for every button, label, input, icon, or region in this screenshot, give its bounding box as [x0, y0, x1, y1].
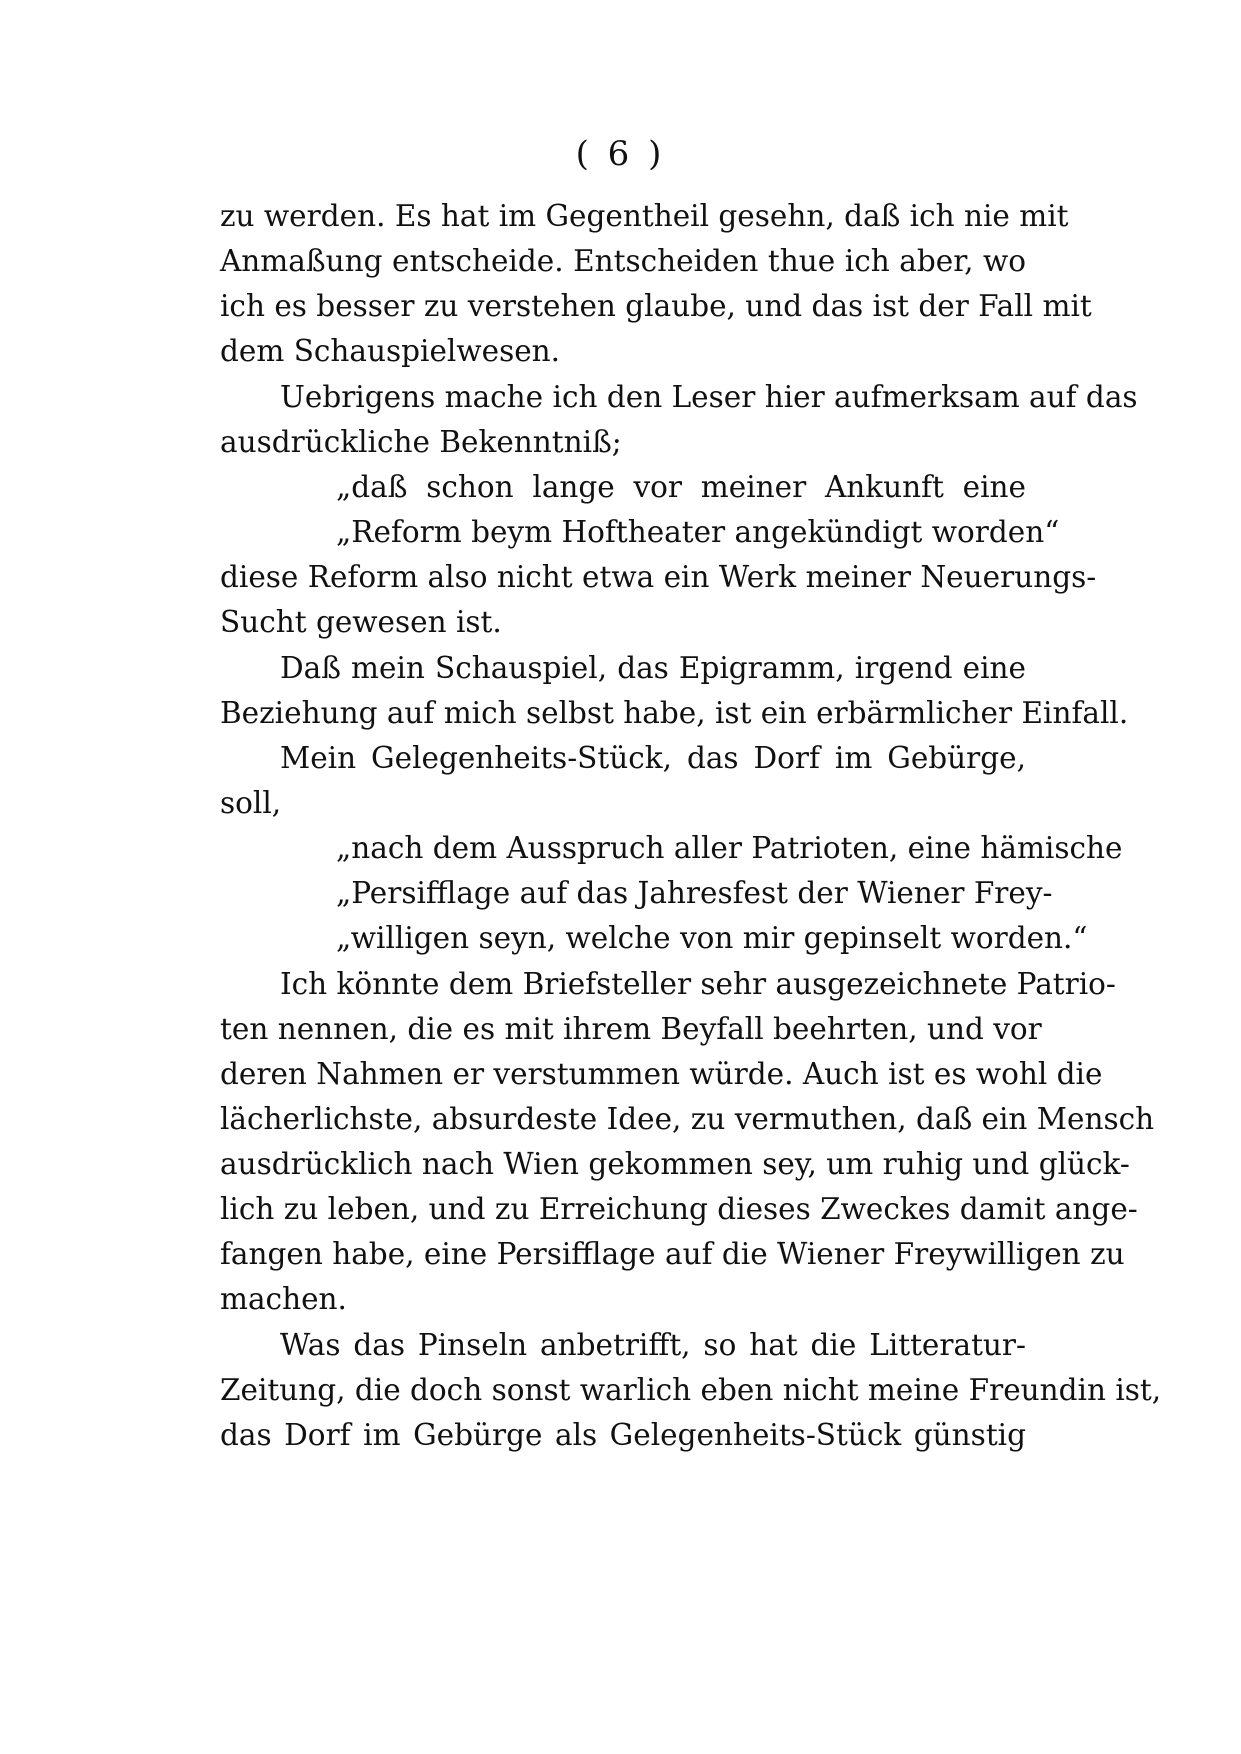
text-line: soll,	[220, 786, 282, 820]
quote-line: „Reform beym Hoftheater angekündigt worden“	[336, 515, 1060, 549]
quote-line: „daß schon lange vor meiner Ankunft eine	[336, 470, 1026, 504]
text-line: Ich könnte dem Briefsteller sehr ausgezeichnete Patrio-	[280, 967, 1116, 1001]
text-line: das Dorf im Gebürge als Gelegenheits-Stück günstig	[220, 1418, 1026, 1452]
text-line: deren Nahmen er verstummen würde. Auch ist es wohl die	[220, 1057, 1103, 1091]
quote-line: „nach dem Ausspruch aller Patrioten, eine hämische	[336, 831, 1123, 865]
text-line: Was das Pinseln anbetrifft, so hat die Litteratur-	[280, 1328, 1026, 1362]
text-line: fangen habe, eine Persifflage auf die Wiener Freywilligen zu	[220, 1237, 1125, 1271]
text-line: Mein Gelegenheits-Stück, das Dorf im Gebürge,	[280, 741, 1026, 775]
quote-line: „Persifflage auf das Jahresfest der Wiener Frey-	[336, 876, 1053, 910]
text-line: ich es besser zu verstehen glaube, und das ist der Fall mit	[220, 289, 1092, 323]
text-line: diese Reform also nicht etwa ein Werk meiner Neuerungs-	[220, 560, 1097, 594]
text-line: ausdrücklich nach Wien gekommen sey, um ruhig und glück-	[220, 1147, 1130, 1181]
text-line: machen.	[220, 1282, 347, 1316]
quote-line: „willigen seyn, welche von mir gepinselt worden.“	[336, 921, 1088, 955]
page-number: ( 6 )	[575, 134, 666, 174]
text-line: ten nennen, die es mit ihrem Beyfall beehrten, und vor	[220, 1012, 1042, 1046]
text-line: lich zu leben, und zu Erreichung dieses Zweckes damit ange-	[220, 1192, 1138, 1226]
text-line: Anmaßung entscheide. Entscheiden thue ich aber, wo	[220, 244, 1026, 278]
text-line: Beziehung auf mich selbst habe, ist ein erbärmlicher Einfall.	[220, 696, 1129, 730]
text-line: lächerlichste, absurdeste Idee, zu vermuthen, daß ein Mensch	[220, 1102, 1155, 1136]
text-line: dem Schauspielwesen.	[220, 334, 561, 368]
text-line: Zeitung, die doch sonst warlich eben nicht meine Freundin ist,	[220, 1373, 1162, 1407]
text-line: ausdrückliche Bekenntniß;	[220, 425, 622, 459]
text-line: zu werden. Es hat im Gegentheil gesehn, daß ich nie mit	[220, 199, 1069, 233]
text-line: Daß mein Schauspiel, das Epigramm, irgend eine	[280, 651, 1026, 685]
text-line: Sucht gewesen ist.	[220, 605, 502, 639]
text-line: Uebrigens mache ich den Leser hier aufmerksam auf das	[280, 380, 1138, 414]
